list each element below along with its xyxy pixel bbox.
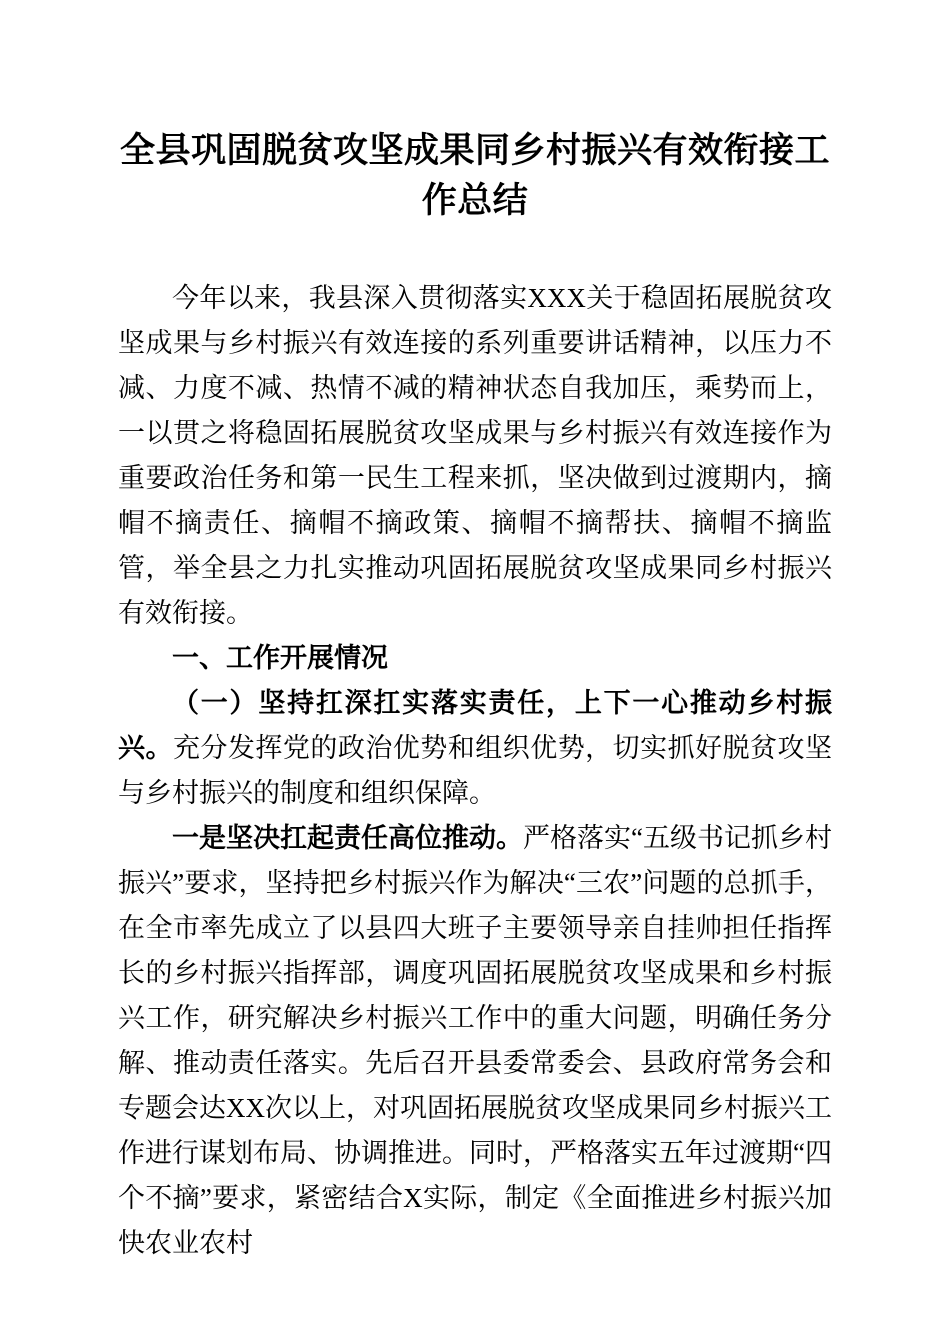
intro-paragraph: 今年以来，我县深入贯彻落实XXX关于稳固拓展脱贫攻坚成果与乡村振兴有效连接的系列重要讲话精神，以压力不减、力度不减、热情不减的精神状态自我加压，乘势而上，一以贯之将稳固拓展脱贫攻坚成果与乡村振兴有效连接作为重要政治任务和第一民生工程来抓，坚决做到过渡期内，摘帽不摘责任、摘帽不摘政策、摘帽不摘帮扶、摘帽不摘监管，举全县之力扎实推动巩固拓展脱贫攻坚成果同乡村振兴有效衔接。 [118, 283, 832, 628]
subsection-1-paragraph [118, 681, 832, 816]
subsection-1-lead: （一）坚持扛深扛实落实责任，上下一心推动乡村振兴。 [118, 688, 832, 763]
document-title: 全县巩固脱贫攻坚成果同乡村振兴有效衔接工作总结 [119, 131, 830, 220]
section-heading-1: 一、工作开展情况 [172, 643, 388, 673]
item-1-paragraph [118, 816, 832, 1266]
subsection-1-body: 充分发挥党的政治优势和组织优势，切实抓好脱贫攻坚与乡村振兴的制度和组织保障。 [118, 733, 833, 808]
item-1-lead: 一是坚决扛起责任高位推动。 [172, 823, 524, 853]
item-1-body: 严格落实“五级书记抓乡村振兴”要求，坚持把乡村振兴作为解决“三农”问题的总抓手，在全市率先成立了以县四大班子主要领导亲自挂帅担任指挥长的乡村振兴指挥部，调度巩固拓展脱贫攻坚成果和乡村振兴工作，研究解决乡村振兴工作中的重大问题，明确任务分解、推动责任落实。先后召开县委常委会、县政府常务会和专题会达XX次以上，对巩固拓展脱贫攻坚成果同乡村振兴工作进行谋划布局、协调推进。同时，严格落实五年过渡期“四个不摘”要求，紧密结合X实际，制定《全面推进乡村振兴加快农业农村 [118, 823, 833, 1258]
